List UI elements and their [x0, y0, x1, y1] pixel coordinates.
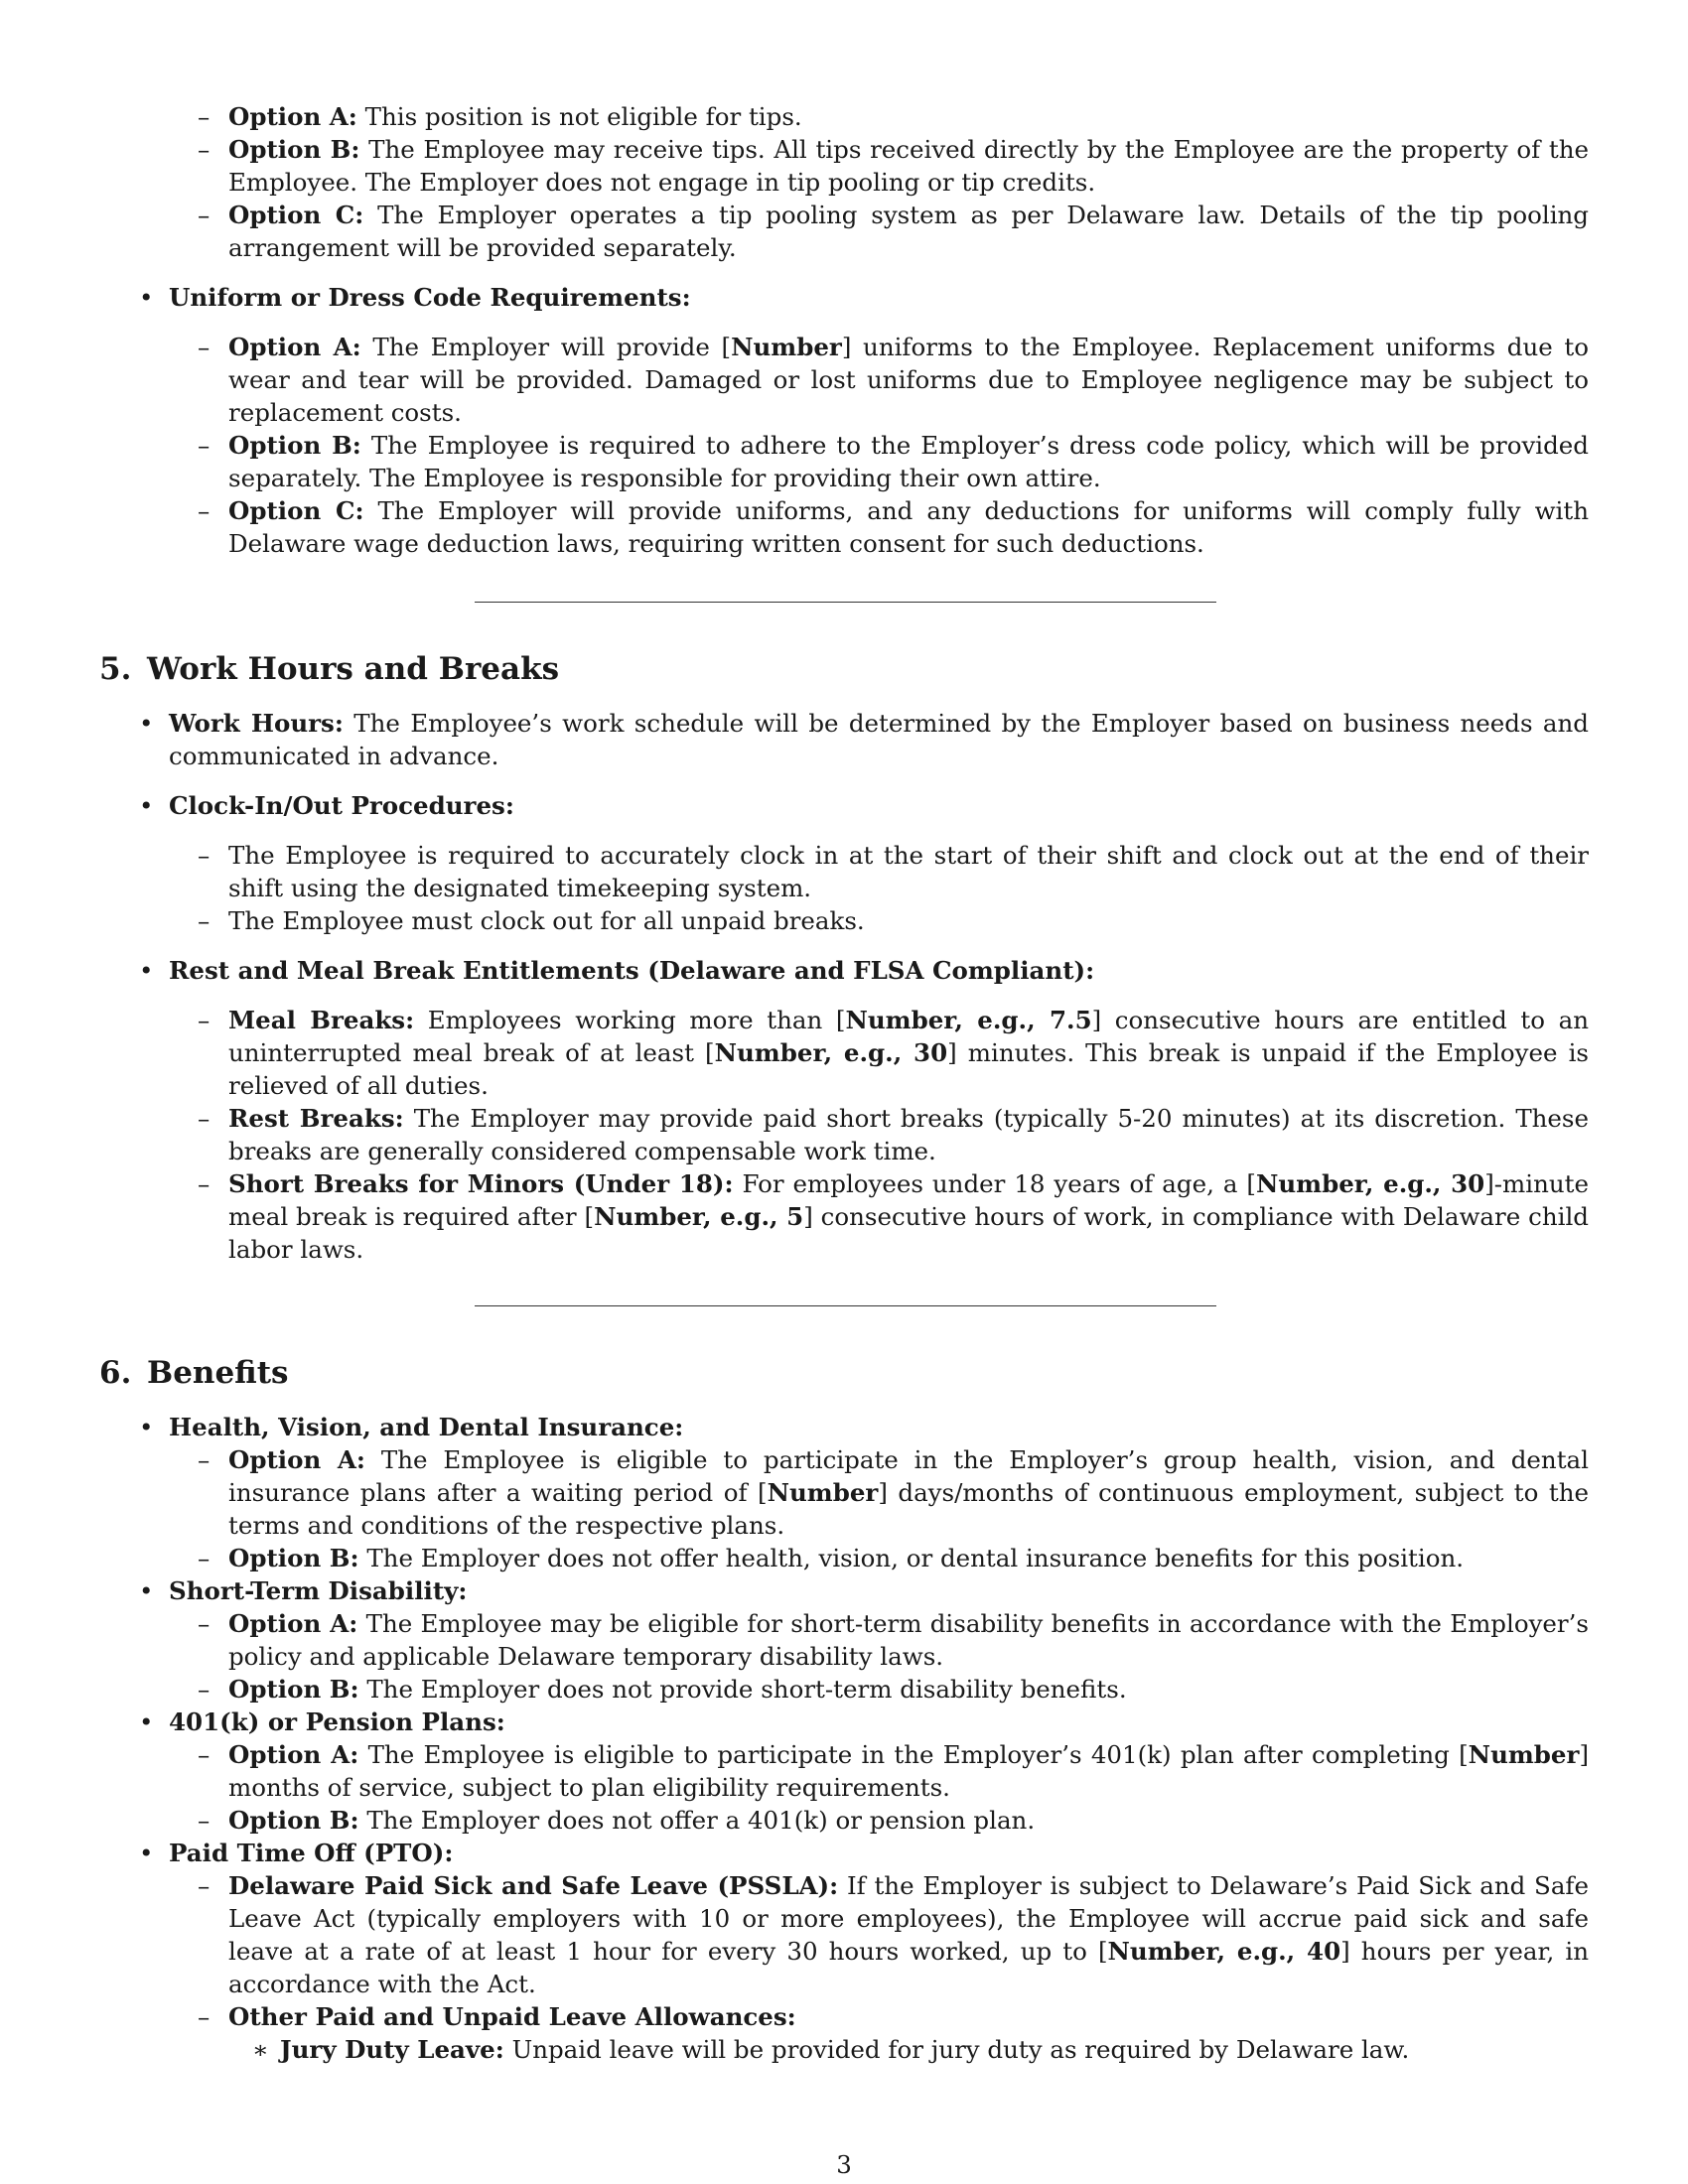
breaks-heading: • Rest and Meal Break Entitlements (Delaware and FLSA Compliant):: [169, 954, 1589, 987]
page-number: 3: [836, 2150, 852, 2179]
clock-heading: • Clock-In/Out Procedures:: [169, 789, 1589, 822]
clock-item-2: – The Employee must clock out for all unpaid breaks.: [228, 904, 1589, 937]
uniform-option-a: – Option A: The Employer will provide [Number] uniforms to the Employee. Replacement uniforms due to wear and tear will be provided. Damaged or lost uniforms due to Employee negligence may be subject to replacement costs.: [228, 331, 1589, 429]
clock-item-1: – The Employee is required to accurately clock in at the start of their shift and clock out at the end of their shift using the designated timekeeping system.: [228, 839, 1589, 904]
pssla-item: – Delaware Paid Sick and Safe Leave (PSSLA): If the Employer is subject to Delaware’s Paid Sick and Safe Leave Act (typically employers with 10 or more employees), the Employee will accrue paid sick and safe leave at a rate of at least 1 hour for every 30 hours worked, up to [Number, e.g., 40] hours per year, in accordance with the Act.: [228, 1869, 1589, 2000]
disability-option-b: – Option B: The Employer does not provide short-term disability benefits.: [228, 1673, 1589, 1706]
tips-option-c: – Option C: The Employer operates a tip pooling system as per Delaware law. Details of the tip pooling arrangement will be provided separately.: [228, 199, 1589, 264]
retirement-option-a: – Option A: The Employee is eligible to participate in the Employer’s 401(k) plan after completing [Number] months of service, subject to plan eligibility requirements.: [228, 1738, 1589, 1804]
section-6-heading: 6. Benefits: [99, 1355, 289, 1391]
health-option-b: – Option B: The Employer does not offer health, vision, or dental insurance benefits for this position.: [228, 1542, 1589, 1574]
section-divider: [475, 1305, 1216, 1306]
other-leave-heading: – Other Paid and Unpaid Leave Allowances:: [228, 2000, 1589, 2033]
pto-heading: • Paid Time Off (PTO):: [169, 1837, 1589, 1869]
uniform-option-c: – Option C: The Employer will provide uniforms, and any deductions for uniforms will comply fully with Delaware wage deduction laws, requiring written consent for such deductions.: [228, 494, 1589, 560]
minor-breaks-item: – Short Breaks for Minors (Under 18): For employees under 18 years of age, a [Number, e.g., 30]-minute meal break is required after [Number, e.g., 5] consecutive hours of work, in compliance with Delaware child labor laws.: [228, 1167, 1589, 1266]
disability-heading: • Short-Term Disability:: [169, 1574, 1589, 1607]
retirement-option-b: – Option B: The Employer does not offer a 401(k) or pension plan.: [228, 1804, 1589, 1837]
health-heading: • Health, Vision, and Dental Insurance:: [169, 1411, 1589, 1443]
jury-duty-item: ∗ Jury Duty Leave: Unpaid leave will be provided for jury duty as required by Delaware law.: [280, 2033, 1589, 2066]
uniform-heading: • Uniform or Dress Code Requirements:: [169, 281, 1589, 314]
health-option-a: – Option A: The Employee is eligible to participate in the Employer’s group health, vision, and dental insurance plans after a waiting period of [Number] days/months of continuous employment, subject to the terms and conditions of the respective plans.: [228, 1443, 1589, 1542]
retirement-heading: • 401(k) or Pension Plans:: [169, 1706, 1589, 1738]
tips-option-b: – Option B: The Employee may receive tips. All tips received directly by the Employee are the property of the Employee. The Employer does not engage in tip pooling or tip credits.: [228, 133, 1589, 199]
tips-option-a: – Option A: This position is not eligible for tips.: [228, 100, 1589, 133]
work-hours-item: • Work Hours: The Employee’s work schedule will be determined by the Employer based on business needs and communicated in advance.: [169, 707, 1589, 772]
section-divider: [475, 602, 1216, 603]
uniform-option-b: – Option B: The Employee is required to adhere to the Employer’s dress code policy, which will be provided separately. The Employee is responsible for providing their own attire.: [228, 429, 1589, 494]
rest-breaks-item: – Rest Breaks: The Employer may provide paid short breaks (typically 5-20 minutes) at its discretion. These breaks are generally considered compensable work time.: [228, 1102, 1589, 1167]
meal-breaks-item: – Meal Breaks: Employees working more than [Number, e.g., 7.5] consecutive hours are entitled to an uninterrupted meal break of at least [Number, e.g., 30] minutes. This break is unpaid if the Employee is relieved of all duties.: [228, 1004, 1589, 1102]
section-5-heading: 5. Work Hours and Breaks: [99, 651, 560, 687]
disability-option-a: – Option A: The Employee may be eligible for short-term disability benefits in accordance with the Employer’s policy and applicable Delaware temporary disability laws.: [228, 1607, 1589, 1673]
